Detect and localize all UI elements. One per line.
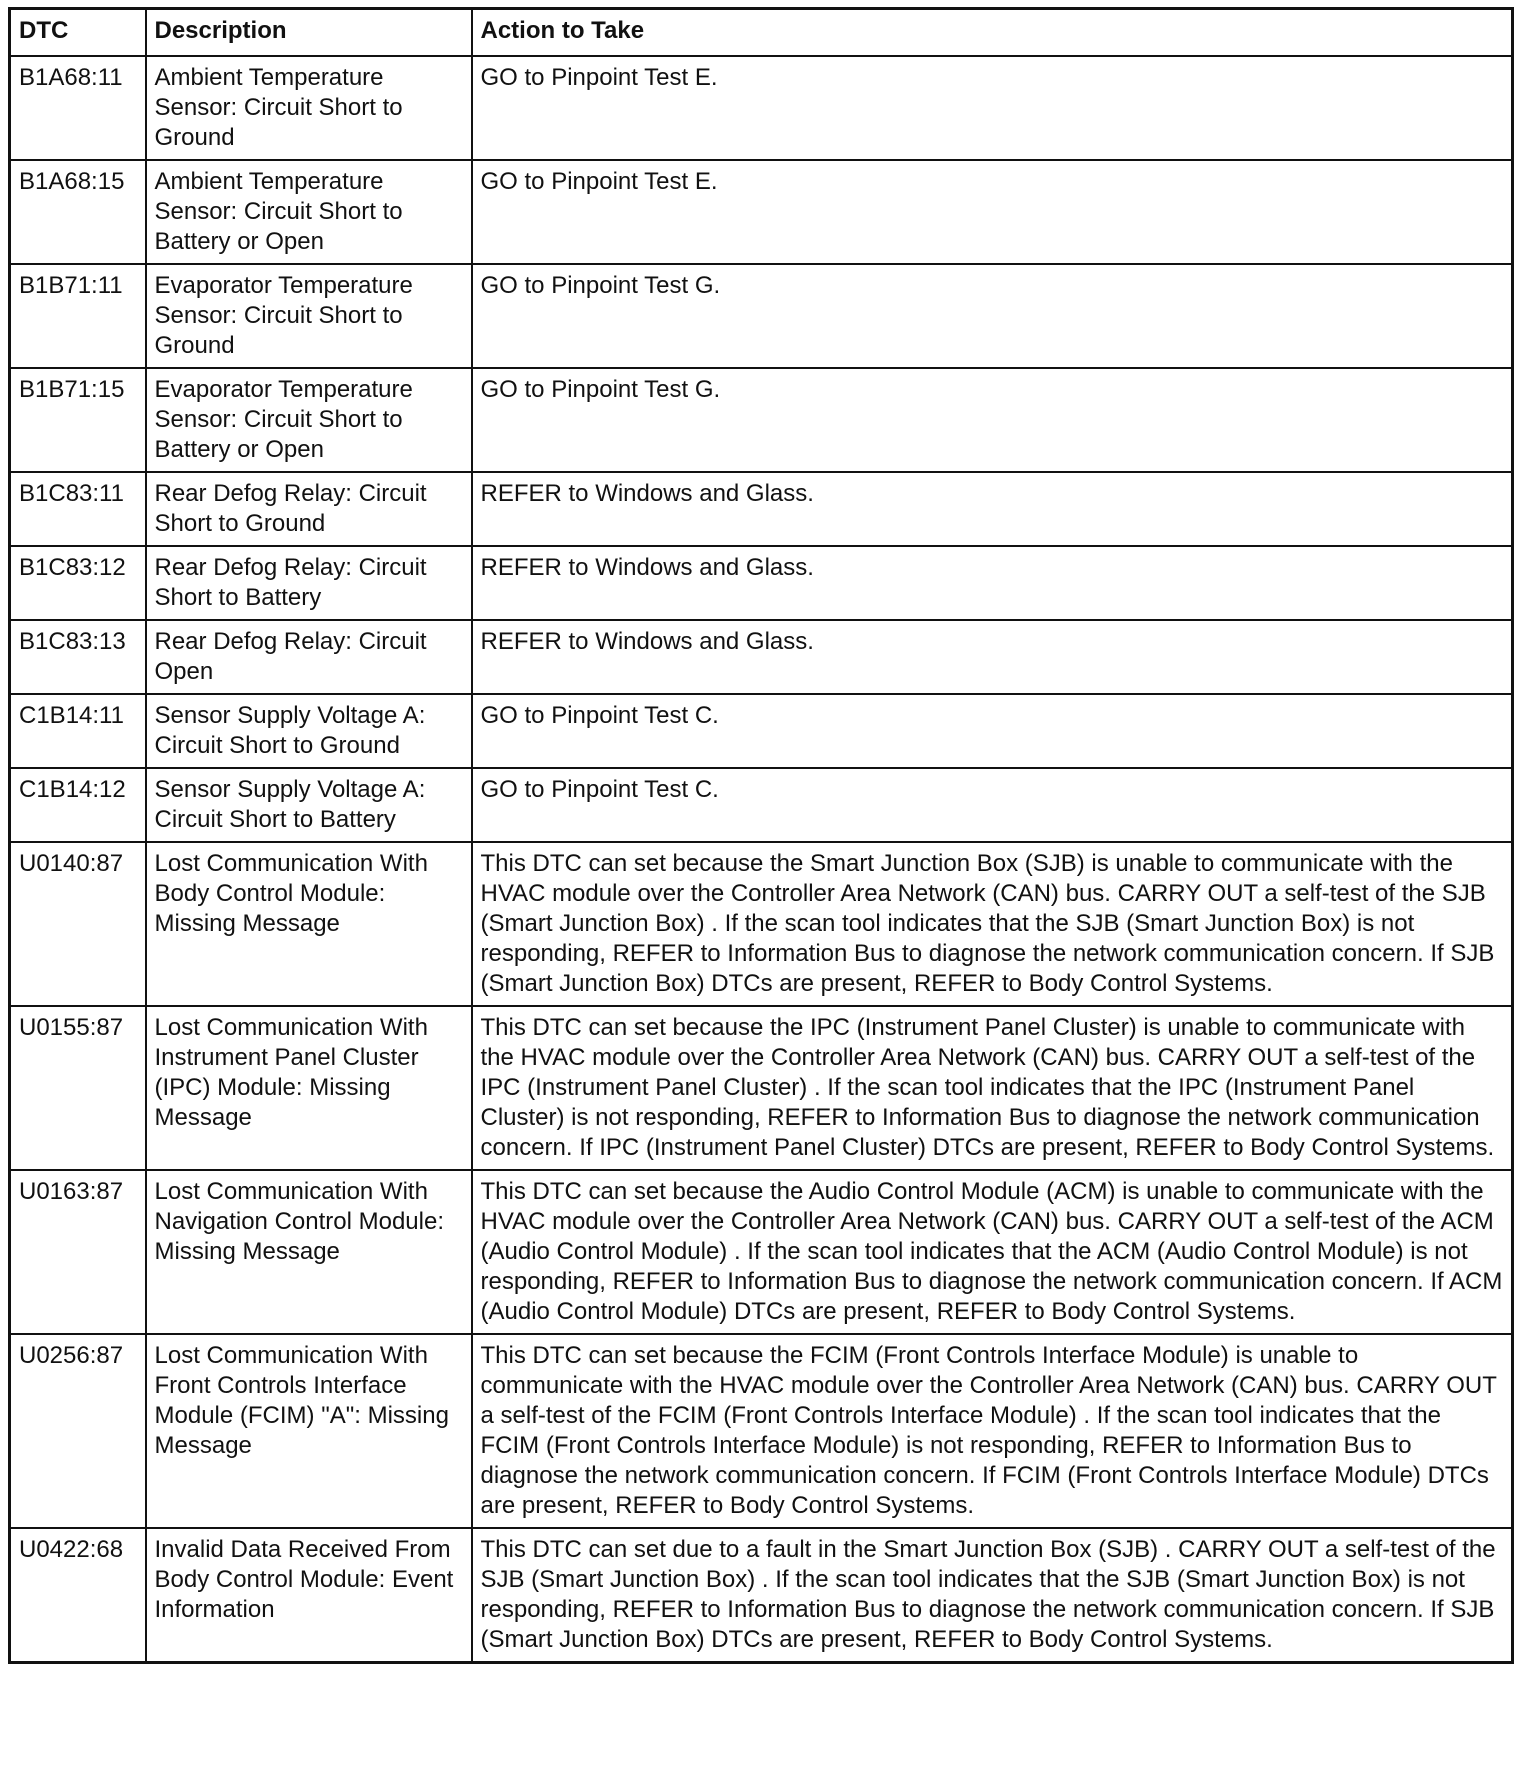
dtc-action: GO to Pinpoint Test C. xyxy=(472,694,1513,768)
dtc-description: Lost Communication With Body Control Module: Missing Message xyxy=(146,842,472,1006)
table-row xyxy=(10,768,1513,842)
table-row xyxy=(10,620,1513,694)
dtc-action: GO to Pinpoint Test G. xyxy=(472,264,1513,368)
dtc-action: GO to Pinpoint Test E. xyxy=(472,56,1513,160)
dtc-code: U0155:87 xyxy=(10,1006,146,1170)
dtc-description: Rear Defog Relay: Circuit Open xyxy=(146,620,472,694)
dtc-description: Evaporator Temperature Sensor: Circuit Short to Ground xyxy=(146,264,472,368)
header-action: Action to Take xyxy=(472,9,1513,57)
dtc-code: B1A68:11 xyxy=(10,56,146,160)
dtc-description: Lost Communication With Front Controls Interface Module (FCIM) "A": Missing Message xyxy=(146,1334,472,1528)
header-description: Description xyxy=(146,9,472,57)
dtc-table xyxy=(8,7,1514,1664)
dtc-action: GO to Pinpoint Test E. xyxy=(472,160,1513,264)
dtc-description: Sensor Supply Voltage A: Circuit Short to Battery xyxy=(146,768,472,842)
dtc-code: B1C83:11 xyxy=(10,472,146,546)
dtc-code: B1B71:15 xyxy=(10,368,146,472)
dtc-description: Sensor Supply Voltage A: Circuit Short to Ground xyxy=(146,694,472,768)
dtc-description: Lost Communication With Instrument Panel Cluster (IPC) Module: Missing Message xyxy=(146,1006,472,1170)
dtc-action: This DTC can set because the Smart Junction Box (SJB) is unable to communicate with the HVAC module over the Controller Area Network (CAN) bus. CARRY OUT a self-test of the SJB (Smart Junction Box) . If the scan tool indicates that the SJB (Smart Junction Box) is not responding, REFER to Information Bus to diagnose the network communication concern. If SJB (Smart Junction Box) DTCs are present, REFER to Body Control Systems. xyxy=(472,842,1513,1006)
dtc-table-container xyxy=(8,7,1514,1664)
dtc-action: REFER to Windows and Glass. xyxy=(472,546,1513,620)
dtc-description: Rear Defog Relay: Circuit Short to Ground xyxy=(146,472,472,546)
table-row xyxy=(10,842,1513,1006)
table-header-row xyxy=(10,9,1513,57)
table-row xyxy=(10,546,1513,620)
dtc-code: C1B14:11 xyxy=(10,694,146,768)
dtc-code: B1A68:15 xyxy=(10,160,146,264)
dtc-action: This DTC can set because the FCIM (Front Controls Interface Module) is unable to communicate with the HVAC module over the Controller Area Network (CAN) bus. CARRY OUT a self-test of the FCIM (Front Controls Interface Module) . If the scan tool indicates that the FCIM (Front Controls Interface Module) is not responding, REFER to Information Bus to diagnose the network communication concern. If FCIM (Front Controls Interface Module) DTCs are present, REFER to Body Control Systems. xyxy=(472,1334,1513,1528)
dtc-code: U0163:87 xyxy=(10,1170,146,1334)
table-row xyxy=(10,472,1513,546)
dtc-action: This DTC can set because the IPC (Instrument Panel Cluster) is unable to communicate with the HVAC module over the Controller Area Network (CAN) bus. CARRY OUT a self-test of the IPC (Instrument Panel Cluster) . If the scan tool indicates that the IPC (Instrument Panel Cluster) is not responding, REFER to Information Bus to diagnose the network communication concern. If IPC (Instrument Panel Cluster) DTCs are present, REFER to Body Control Systems. xyxy=(472,1006,1513,1170)
dtc-action: This DTC can set due to a fault in the Smart Junction Box (SJB) . CARRY OUT a self-test of the SJB (Smart Junction Box) . If the scan tool indicates that the SJB (Smart Junction Box) is not responding, REFER to Information Bus to diagnose the network communication concern. If SJB (Smart Junction Box) DTCs are present, REFER to Body Control Systems. xyxy=(472,1528,1513,1663)
table-row xyxy=(10,264,1513,368)
table-row xyxy=(10,694,1513,768)
dtc-code: U0256:87 xyxy=(10,1334,146,1528)
dtc-description: Rear Defog Relay: Circuit Short to Battery xyxy=(146,546,472,620)
table-row xyxy=(10,1334,1513,1528)
dtc-action: GO to Pinpoint Test G. xyxy=(472,368,1513,472)
dtc-code: U0422:68 xyxy=(10,1528,146,1663)
table-row xyxy=(10,1528,1513,1663)
dtc-action: GO to Pinpoint Test C. xyxy=(472,768,1513,842)
dtc-description: Evaporator Temperature Sensor: Circuit Short to Battery or Open xyxy=(146,368,472,472)
dtc-description: Invalid Data Received From Body Control Module: Event Information xyxy=(146,1528,472,1663)
dtc-code: B1C83:13 xyxy=(10,620,146,694)
table-row xyxy=(10,56,1513,160)
dtc-action: This DTC can set because the Audio Control Module (ACM) is unable to communicate with the HVAC module over the Controller Area Network (CAN) bus. CARRY OUT a self-test of the ACM (Audio Control Module) . If the scan tool indicates that the ACM (Audio Control Module) is not responding, REFER to Information Bus to diagnose the network communication concern. If ACM (Audio Control Module) DTCs are present, REFER to Body Control Systems. xyxy=(472,1170,1513,1334)
dtc-description: Lost Communication With Navigation Control Module: Missing Message xyxy=(146,1170,472,1334)
dtc-code: B1B71:11 xyxy=(10,264,146,368)
dtc-description: Ambient Temperature Sensor: Circuit Short to Ground xyxy=(146,56,472,160)
dtc-action: REFER to Windows and Glass. xyxy=(472,472,1513,546)
dtc-code: C1B14:12 xyxy=(10,768,146,842)
table-row xyxy=(10,368,1513,472)
dtc-code: U0140:87 xyxy=(10,842,146,1006)
dtc-description: Ambient Temperature Sensor: Circuit Short to Battery or Open xyxy=(146,160,472,264)
table-row xyxy=(10,160,1513,264)
header-dtc: DTC xyxy=(10,9,146,57)
table-row xyxy=(10,1170,1513,1334)
dtc-action: REFER to Windows and Glass. xyxy=(472,620,1513,694)
table-row xyxy=(10,1006,1513,1170)
dtc-code: B1C83:12 xyxy=(10,546,146,620)
